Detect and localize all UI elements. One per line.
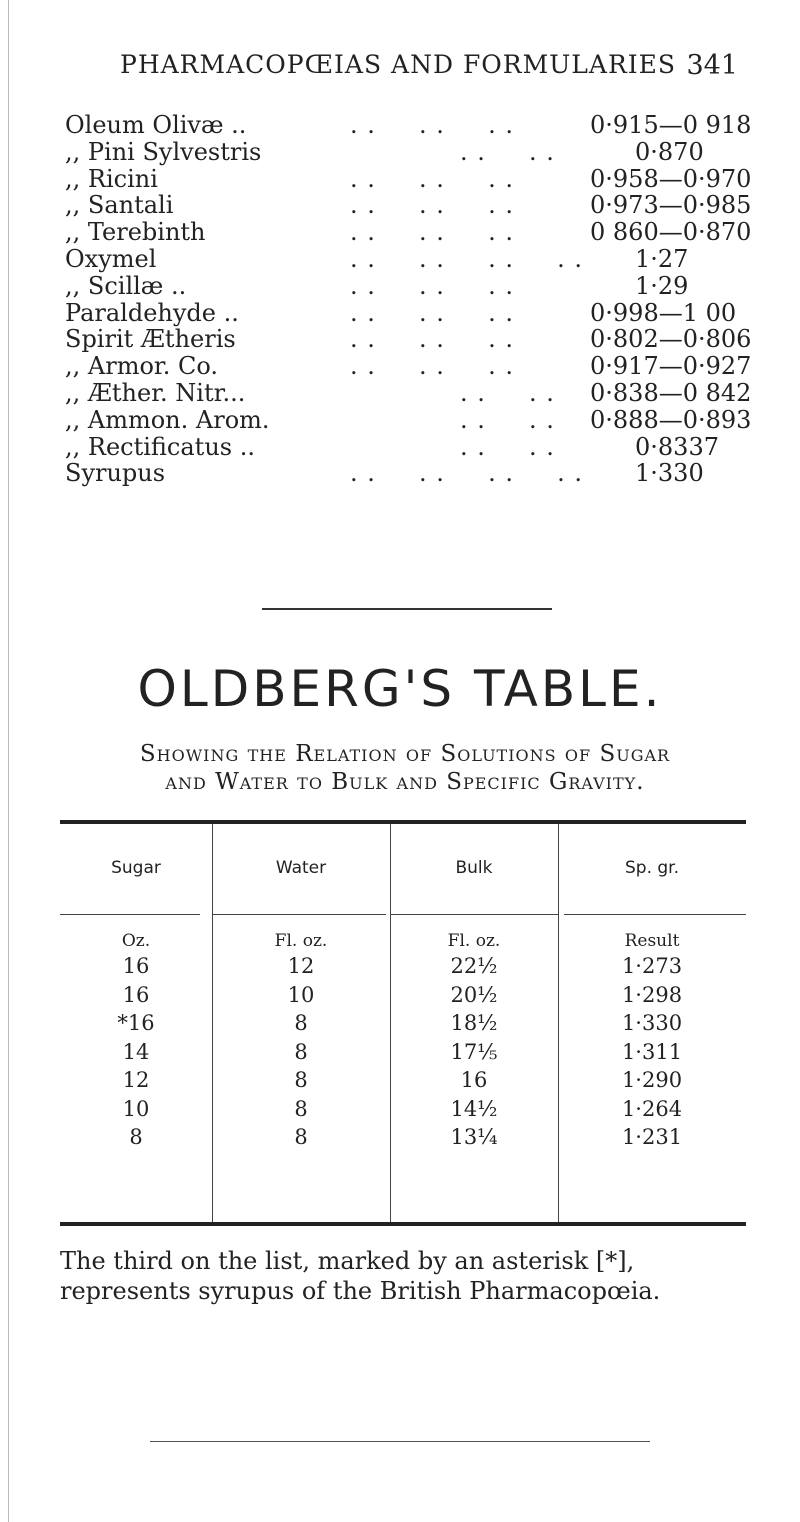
water-cell: 8 bbox=[294, 1096, 308, 1121]
specific-gravity-value: 0·888—0·893 bbox=[590, 405, 752, 434]
leader-dots: . . . . . . . . bbox=[350, 459, 583, 488]
list-item bbox=[65, 191, 752, 220]
specific-gravity-value: 0·958—0·970 bbox=[590, 164, 752, 193]
preparation-name: Spirit Ætheris bbox=[65, 325, 236, 354]
unit-bulk: Fl. oz. bbox=[447, 931, 501, 951]
list-item bbox=[65, 460, 745, 487]
sp-gr-cell: 1·298 bbox=[621, 982, 683, 1007]
list-item bbox=[65, 352, 752, 381]
bulk-cell: 14½ bbox=[450, 1096, 498, 1121]
sugar-cell: 16 bbox=[122, 954, 150, 978]
list-item bbox=[65, 164, 752, 193]
header-rule-spgr bbox=[564, 914, 746, 915]
header-sp-gr: Sp. gr. bbox=[624, 858, 679, 878]
preparation-name: ,, Terebinth bbox=[65, 218, 206, 247]
water-cell: 8 bbox=[294, 1068, 308, 1092]
leader-dots: . . . . . . bbox=[350, 271, 514, 300]
preparation-name: Oleum Olivæ .. bbox=[65, 111, 247, 139]
list-item bbox=[65, 300, 745, 327]
leader-dots: . . . . bbox=[460, 432, 555, 461]
specific-gravity-value: 0·998—1 00 bbox=[590, 298, 737, 327]
specific-gravity-list bbox=[65, 111, 752, 488]
sp-gr-cell: 1·264 bbox=[621, 1096, 683, 1121]
header-water: Water bbox=[275, 858, 327, 878]
oldberg-table bbox=[60, 820, 746, 1230]
sugar-cell: 8 bbox=[129, 1125, 143, 1149]
sp-gr-cell: 1·231 bbox=[621, 1125, 683, 1149]
leader-dots: . . . . bbox=[460, 405, 555, 434]
bulk-cell: 16 bbox=[460, 1068, 488, 1092]
section-divider bbox=[262, 608, 552, 610]
specific-gravity-value: 0·973—0·985 bbox=[590, 191, 752, 220]
bottom-rule bbox=[150, 1441, 650, 1442]
sugar-cell: 14 bbox=[122, 1039, 150, 1064]
sugar-cell: *16 bbox=[117, 1011, 155, 1035]
preparation-name: ,, Armor. Co. bbox=[65, 352, 219, 381]
specific-gravity-value: 0·915—0 918 bbox=[590, 111, 752, 139]
preparation-name: ,, Pini Sylvestris bbox=[65, 137, 262, 166]
list-item bbox=[65, 246, 745, 273]
leader-dots: . . . . . . bbox=[350, 325, 514, 354]
sugar-cell: 12 bbox=[122, 1068, 150, 1092]
page-binding-edge bbox=[8, 0, 9, 1522]
leader-dots: . . . . . . bbox=[350, 218, 514, 247]
header-rule-bulk bbox=[390, 914, 558, 915]
bulk-cell: 20½ bbox=[450, 982, 498, 1007]
sugar-cell: 16 bbox=[122, 982, 150, 1007]
unit-sugar: Oz. bbox=[121, 931, 151, 951]
water-cell: 10 bbox=[287, 982, 315, 1007]
leader-dots: . . . . bbox=[460, 137, 555, 166]
header-rule-sugar bbox=[60, 914, 200, 915]
table-bottom-rule bbox=[60, 1222, 746, 1226]
leader-dots: . . . . . . . . bbox=[350, 244, 583, 273]
list-item bbox=[65, 434, 745, 461]
header-rule-water bbox=[212, 914, 386, 915]
header-bulk: Bulk bbox=[455, 858, 493, 878]
specific-gravity-value: 0·802—0·806 bbox=[590, 325, 752, 354]
unit-result: Result bbox=[624, 931, 680, 951]
preparation-name: ,, Rectificatus .. bbox=[65, 432, 255, 461]
table-subtitle-line-2: and Water to Bulk and Specific Gravity. bbox=[165, 769, 645, 795]
water-cell: 8 bbox=[294, 1125, 308, 1149]
specific-gravity-value: 0·870 bbox=[635, 137, 704, 166]
footnote-line-1: The third on the list, marked by an asterisk [*], bbox=[60, 1247, 635, 1275]
preparation-name: Oxymel bbox=[65, 244, 157, 273]
specific-gravity-value: 0 860—0·870 bbox=[590, 218, 752, 247]
page-number: 341 bbox=[686, 50, 738, 81]
list-item bbox=[65, 111, 752, 139]
preparation-name: ,, Santali bbox=[65, 191, 174, 220]
leader-dots: . . . . bbox=[460, 378, 555, 407]
table-top-rule bbox=[60, 820, 746, 824]
specific-gravity-value: 1·330 bbox=[635, 459, 704, 488]
preparation-name: ,, Scillæ .. bbox=[65, 271, 187, 300]
bulk-cell: 18½ bbox=[450, 1011, 498, 1035]
sp-gr-cell: 1·290 bbox=[621, 1068, 683, 1092]
sp-gr-cell: 1·311 bbox=[621, 1039, 683, 1064]
sugar-cell: 10 bbox=[122, 1096, 150, 1121]
table-title: OLDBERG'S TABLE. bbox=[137, 660, 663, 718]
bulk-cell: 13¼ bbox=[450, 1125, 498, 1149]
sp-gr-cell: 1·330 bbox=[621, 1011, 683, 1035]
preparation-name: ,, Æther. Nitr... bbox=[65, 378, 246, 407]
specific-gravity-value: 0·8337 bbox=[635, 432, 719, 461]
list-item bbox=[65, 405, 752, 434]
leader-dots: . . . . . . bbox=[350, 111, 514, 139]
page-header bbox=[0, 50, 800, 90]
table-subtitle-line-1: Showing the Relation of Solutions of Sugar bbox=[139, 741, 671, 767]
bulk-cell: 17⅕ bbox=[450, 1039, 498, 1064]
sp-gr-cell: 1·273 bbox=[621, 954, 683, 978]
specific-gravity-value: 1·29 bbox=[635, 271, 689, 300]
leader-dots: . . . . . . bbox=[350, 164, 514, 193]
unit-water: Fl. oz. bbox=[274, 931, 328, 951]
specific-gravity-value: 1·27 bbox=[635, 244, 689, 273]
preparation-name: ,, Ammon. Arom. bbox=[65, 405, 270, 434]
table-subtitle bbox=[60, 740, 750, 796]
water-cell: 12 bbox=[287, 954, 315, 978]
specific-gravity-value: 0·917—0·927 bbox=[590, 352, 752, 381]
water-cell: 8 bbox=[294, 1011, 308, 1035]
leader-dots: . . . . . . bbox=[350, 352, 514, 381]
list-item bbox=[65, 273, 745, 300]
header-sugar: Sugar bbox=[111, 858, 161, 878]
preparation-name: Syrupus bbox=[65, 459, 166, 488]
footnote bbox=[60, 1246, 760, 1306]
list-item bbox=[65, 139, 745, 166]
list-item bbox=[65, 378, 752, 407]
preparation-name: Paraldehyde .. bbox=[65, 298, 239, 327]
specific-gravity-value: 0·838—0 842 bbox=[590, 378, 752, 407]
list-item bbox=[65, 325, 752, 354]
bulk-cell: 22½ bbox=[450, 954, 498, 978]
running-title: PHARMACOPŒIAS AND FORMULARIES bbox=[120, 50, 677, 79]
preparation-name: ,, Ricini bbox=[65, 164, 158, 193]
footnote-line-2: represents syrupus of the British Pharmacopœia. bbox=[60, 1277, 661, 1305]
leader-dots: . . . . . . bbox=[350, 191, 514, 220]
leader-dots: . . . . . . bbox=[350, 298, 514, 327]
water-cell: 8 bbox=[294, 1039, 308, 1064]
list-item bbox=[65, 218, 752, 247]
